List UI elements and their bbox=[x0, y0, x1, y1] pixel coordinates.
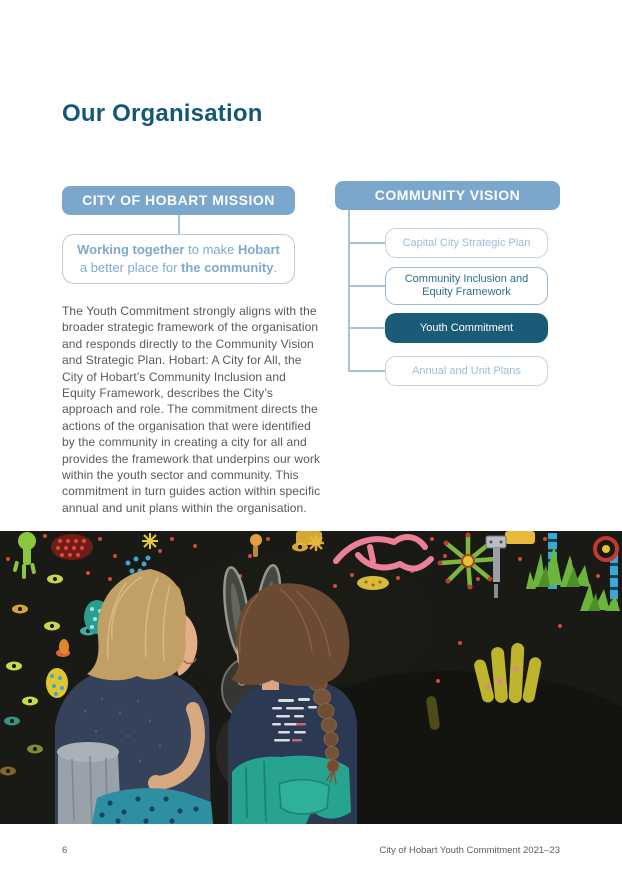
mission-connector-line bbox=[178, 215, 180, 234]
vision-header: COMMUNITY VISION bbox=[335, 181, 560, 210]
vision-item-annual-and-unit-plans: Annual and Unit Plans bbox=[385, 356, 548, 386]
vision-tree-trunk-line bbox=[348, 210, 350, 371]
mission-statement: Working together to make Hobart a better place for the community. bbox=[62, 234, 295, 284]
mission-header: CITY OF HOBART MISSION bbox=[62, 186, 295, 215]
body-paragraph: The Youth Commitment strongly aligns with the broader strategic framework of the organisation and responds directly to the Community Vision and Strategic Plan. Hobart: A City for All, the City of Hobart’s Community Inclusion and Equity Framework, describes the City’s approach and role. The commitment directs the actions of the organisation that were identified by the community in creating a city for all and provides the framework that underpins our work within the youth sector and community. This commitment in turn guides action within specific annual and unit plans within the organisation. bbox=[62, 304, 321, 515]
vision-branch-line bbox=[348, 242, 385, 244]
mural-yellow-egg bbox=[46, 668, 68, 698]
vision-branch-line bbox=[348, 327, 385, 329]
mural-photo bbox=[0, 531, 622, 824]
mural-ring-flower bbox=[595, 538, 617, 560]
vision-branch-line bbox=[348, 285, 385, 287]
mural-red-dotted-blob bbox=[51, 534, 93, 560]
footer-doc-title: City of Hobart Youth Commitment 2021–23 bbox=[379, 845, 560, 856]
vision-item-capital-city-strategic-plan: Capital City Strategic Plan bbox=[385, 228, 548, 258]
mural-yellow-patch bbox=[357, 576, 389, 590]
mural-orange-blob bbox=[59, 639, 69, 655]
vision-branch-line bbox=[348, 370, 385, 372]
mural-yellow-star bbox=[142, 533, 158, 549]
girl-right bbox=[228, 583, 357, 824]
vision-item-community-inclusion-equity-framework: Community Inclusion and Equity Framework bbox=[385, 267, 548, 305]
footer-page-number: 6 bbox=[62, 845, 68, 856]
vision-item-youth-commitment: Youth Commitment bbox=[385, 313, 548, 343]
page-title: Our Organisation bbox=[62, 100, 263, 127]
